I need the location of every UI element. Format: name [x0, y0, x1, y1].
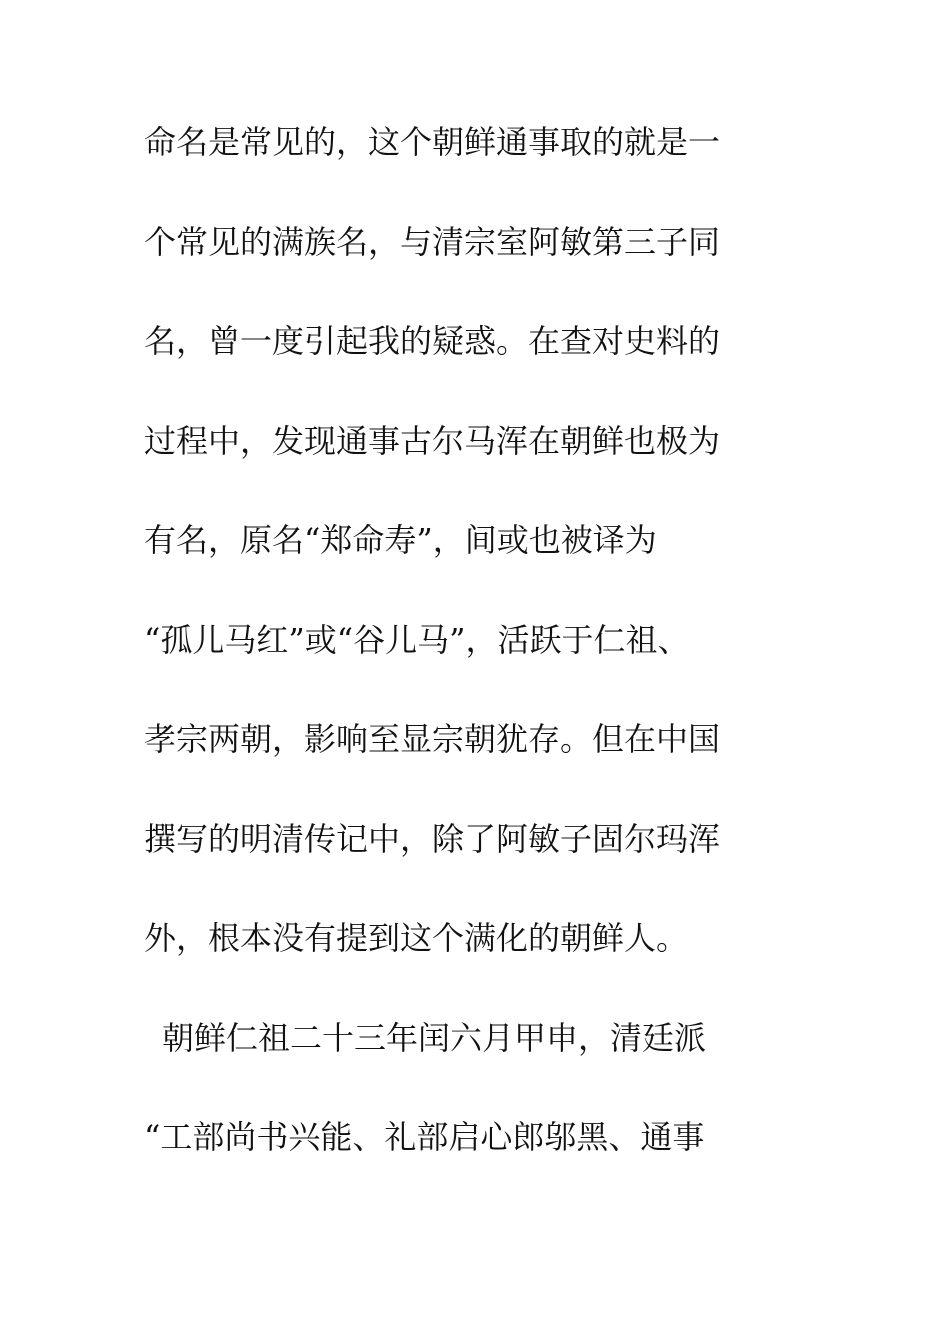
text-line: “工部尚书兴能、礼部启心郎邬黑、通事	[144, 1118, 705, 1156]
document-text-body	[144, 123, 824, 1221]
text-line: “孤儿马红”或“谷儿马”，活跃于仁祖、	[144, 620, 690, 659]
text-line: 孝宗两朝，影响至显宗朝犹存。但在中国	[144, 720, 721, 758]
text-line: 外，根本没有提到这个满化的朝鲜人。	[144, 919, 689, 957]
paragraph-start-line: 朝鲜仁祖二十三年闰六月甲申，清廷派	[162, 1018, 707, 1057]
text-line: 有名，原名“郑命寿”，间或也被译为	[144, 521, 657, 559]
text-line: 个常见的满族名，与清宗室阿敏第三子同	[144, 222, 721, 261]
text-line: 名，曾一度引起我的疑惑。在查对史料的	[144, 322, 721, 360]
text-line: 命名是常见的，这个朝鲜通事取的就是一	[144, 123, 721, 161]
text-line: 过程中，发现通事古尔马浑在朝鲜也极为	[144, 421, 721, 460]
text-line: 撰写的明清传记中，除了阿敏子固尔玛浑	[144, 819, 721, 858]
